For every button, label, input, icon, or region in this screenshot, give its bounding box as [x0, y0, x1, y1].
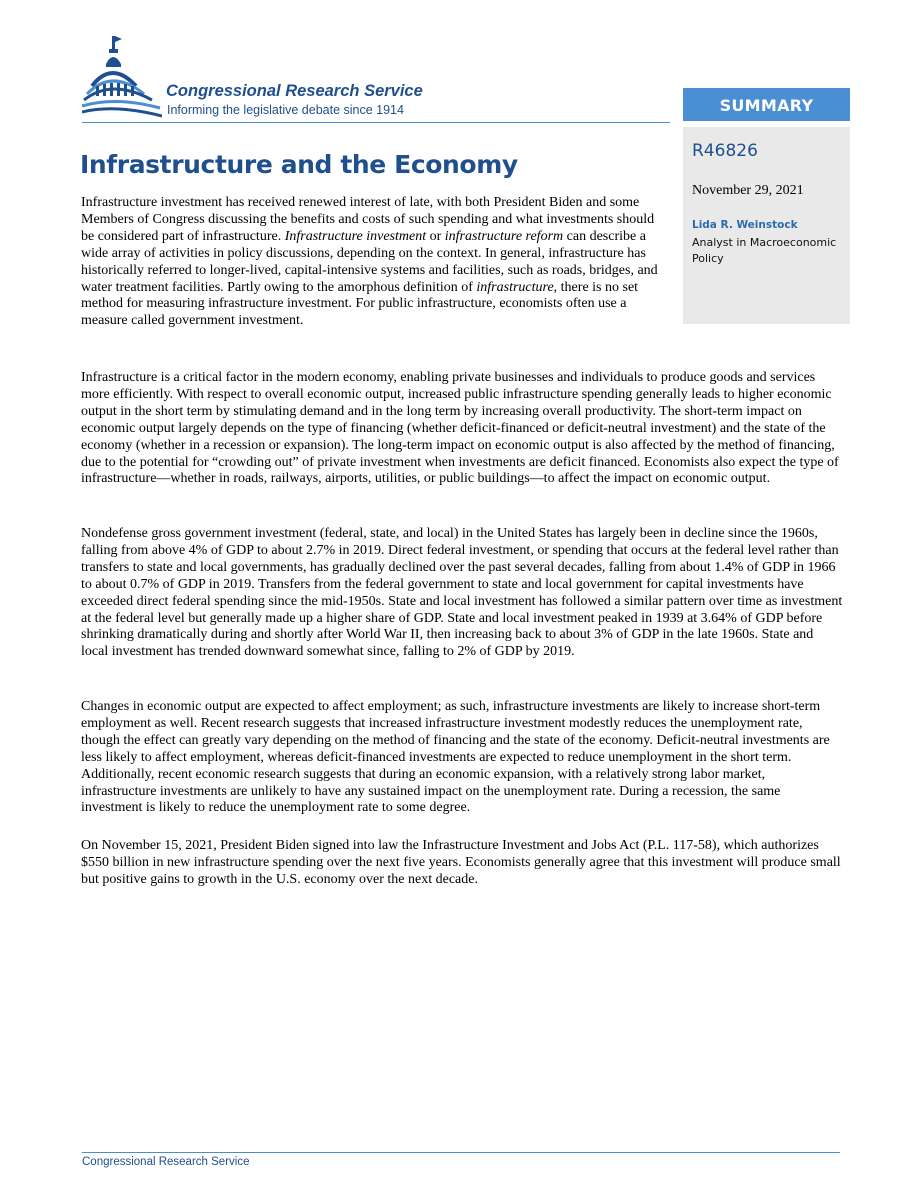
footer-text: Congressional Research Service — [82, 1156, 250, 1168]
author-title: Analyst in Macroeconomic Policy — [692, 236, 837, 265]
footer-divider — [82, 1152, 840, 1153]
org-tagline: Informing the legislative debate since 1914 — [167, 103, 404, 117]
report-number: R46826 — [692, 141, 758, 161]
summary-label: SUMMARY — [683, 88, 850, 121]
emphasis-term: infrastructure — [476, 279, 554, 295]
body-paragraph-4: Changes in economic output are expected to affect employment; as such, infrastructure investments are likely to increase short-term employment as well. Recent research suggests that increased infrastructure investment modestly reduces the unemployment rate, though the effect can greatly vary depending on the method of financing and the state of the economy. Deficit-neutral investments are less likely to affect employment, whereas deficit-financed investments are expected to reduce unemployment in the short term. Additionally, recent economic research suggests that during an economic expansion, with a relatively strong labor market, infrastructure investments are unlikely to have any sustained impact on the unemployment rate. During a recession, the same investment is likely to reduce the unemployment rate to some degree. — [81, 699, 830, 816]
body-paragraph-3: Nondefense gross government investment (federal, state, and local) in the United States has largely been in decline since the 1960s, falling from above 4% of GDP to about 2.7% in 2019. Direct federal investment, or spending that occurs at the federal level rather than transfers to state and local governments, has gradually declined over the past several decades, falling from about 1.4% of GDP in 1966 to about 0.7% of GDP in 2019. Transfers from the federal government to state and local government for capital investments have exceeded direct federal spending since the mid-1950s. State and local investment has followed a similar pattern over time as investment at the federal level but generally made up a higher share of GDP. State and local investment peaked in 1939 at 3.64% of GDP before shrinking dramatically during and shortly after World War II, then increasing back to about 3% of GDP in the late 1960s. State and local investment has trended downward somewhat since, falling to 2% of GDP by 2019. — [81, 526, 843, 660]
capitol-dome-icon — [82, 34, 162, 120]
body-paragraph-1: Infrastructure investment has received renewed interest of late, with both President Biden and some Members of Congress discussing the benefits and costs of such spending and what investments should be considered part of infrastructure. Infrastructure investment or infrastructure reform can describe a wide array of activities in policy discussions, depending on the context. In general, infrastructure has historically referred to longer-lived, capital-intensive systems and facilities, such as roads, bridges, and water treatment facilities. Partly owing to the amorphous definition of infrastructure, there is no set method for measuring infrastructure investment. For public infrastructure, economists often use a measure called government investment. — [81, 195, 658, 329]
body-paragraph-2: Infrastructure is a critical factor in the modern economy, enabling private businesses and individuals to produce goods and services more efficiently. With respect to overall economic output, increased public infrastructure spending generally leads to higher economic output in the short term by stimulating demand and in the long term by increasing overall productivity. The short-term impact on economic output largely depends on the type of financing (whether deficit-financed or deficit-neutral investment) and the state of the economy (whether in a recession or expansion). The long-term impact on economic output is also affected by the method of financing, due to the potential for “crowding out” of private investment when investments are deficit financed. Economists also expect the type of infrastructure—whether in roads, railways, airports, utilities, or public buildings—to affect the impact on economic output. — [81, 370, 839, 487]
header-divider — [82, 122, 670, 123]
body-paragraph-5: On November 15, 2021, President Biden signed into law the Infrastructure Investment and Jobs Act (P.L. 117-58), which authorizes $550 billion in new infrastructure spending over the next five years. Economists generally agree that this investment will produce small but positive gains to growth in the U.S. economy over the next decade. — [81, 838, 841, 887]
author-name: Lida R. Weinstock — [692, 219, 798, 231]
emphasis-term: infrastructure reform — [444, 228, 564, 244]
emphasis-term: Infrastructure investment — [284, 228, 427, 244]
report-date: November 29, 2021 — [692, 183, 804, 198]
page-title: Infrastructure and the Economy — [80, 150, 518, 179]
org-name: Congressional Research Service — [166, 82, 423, 100]
